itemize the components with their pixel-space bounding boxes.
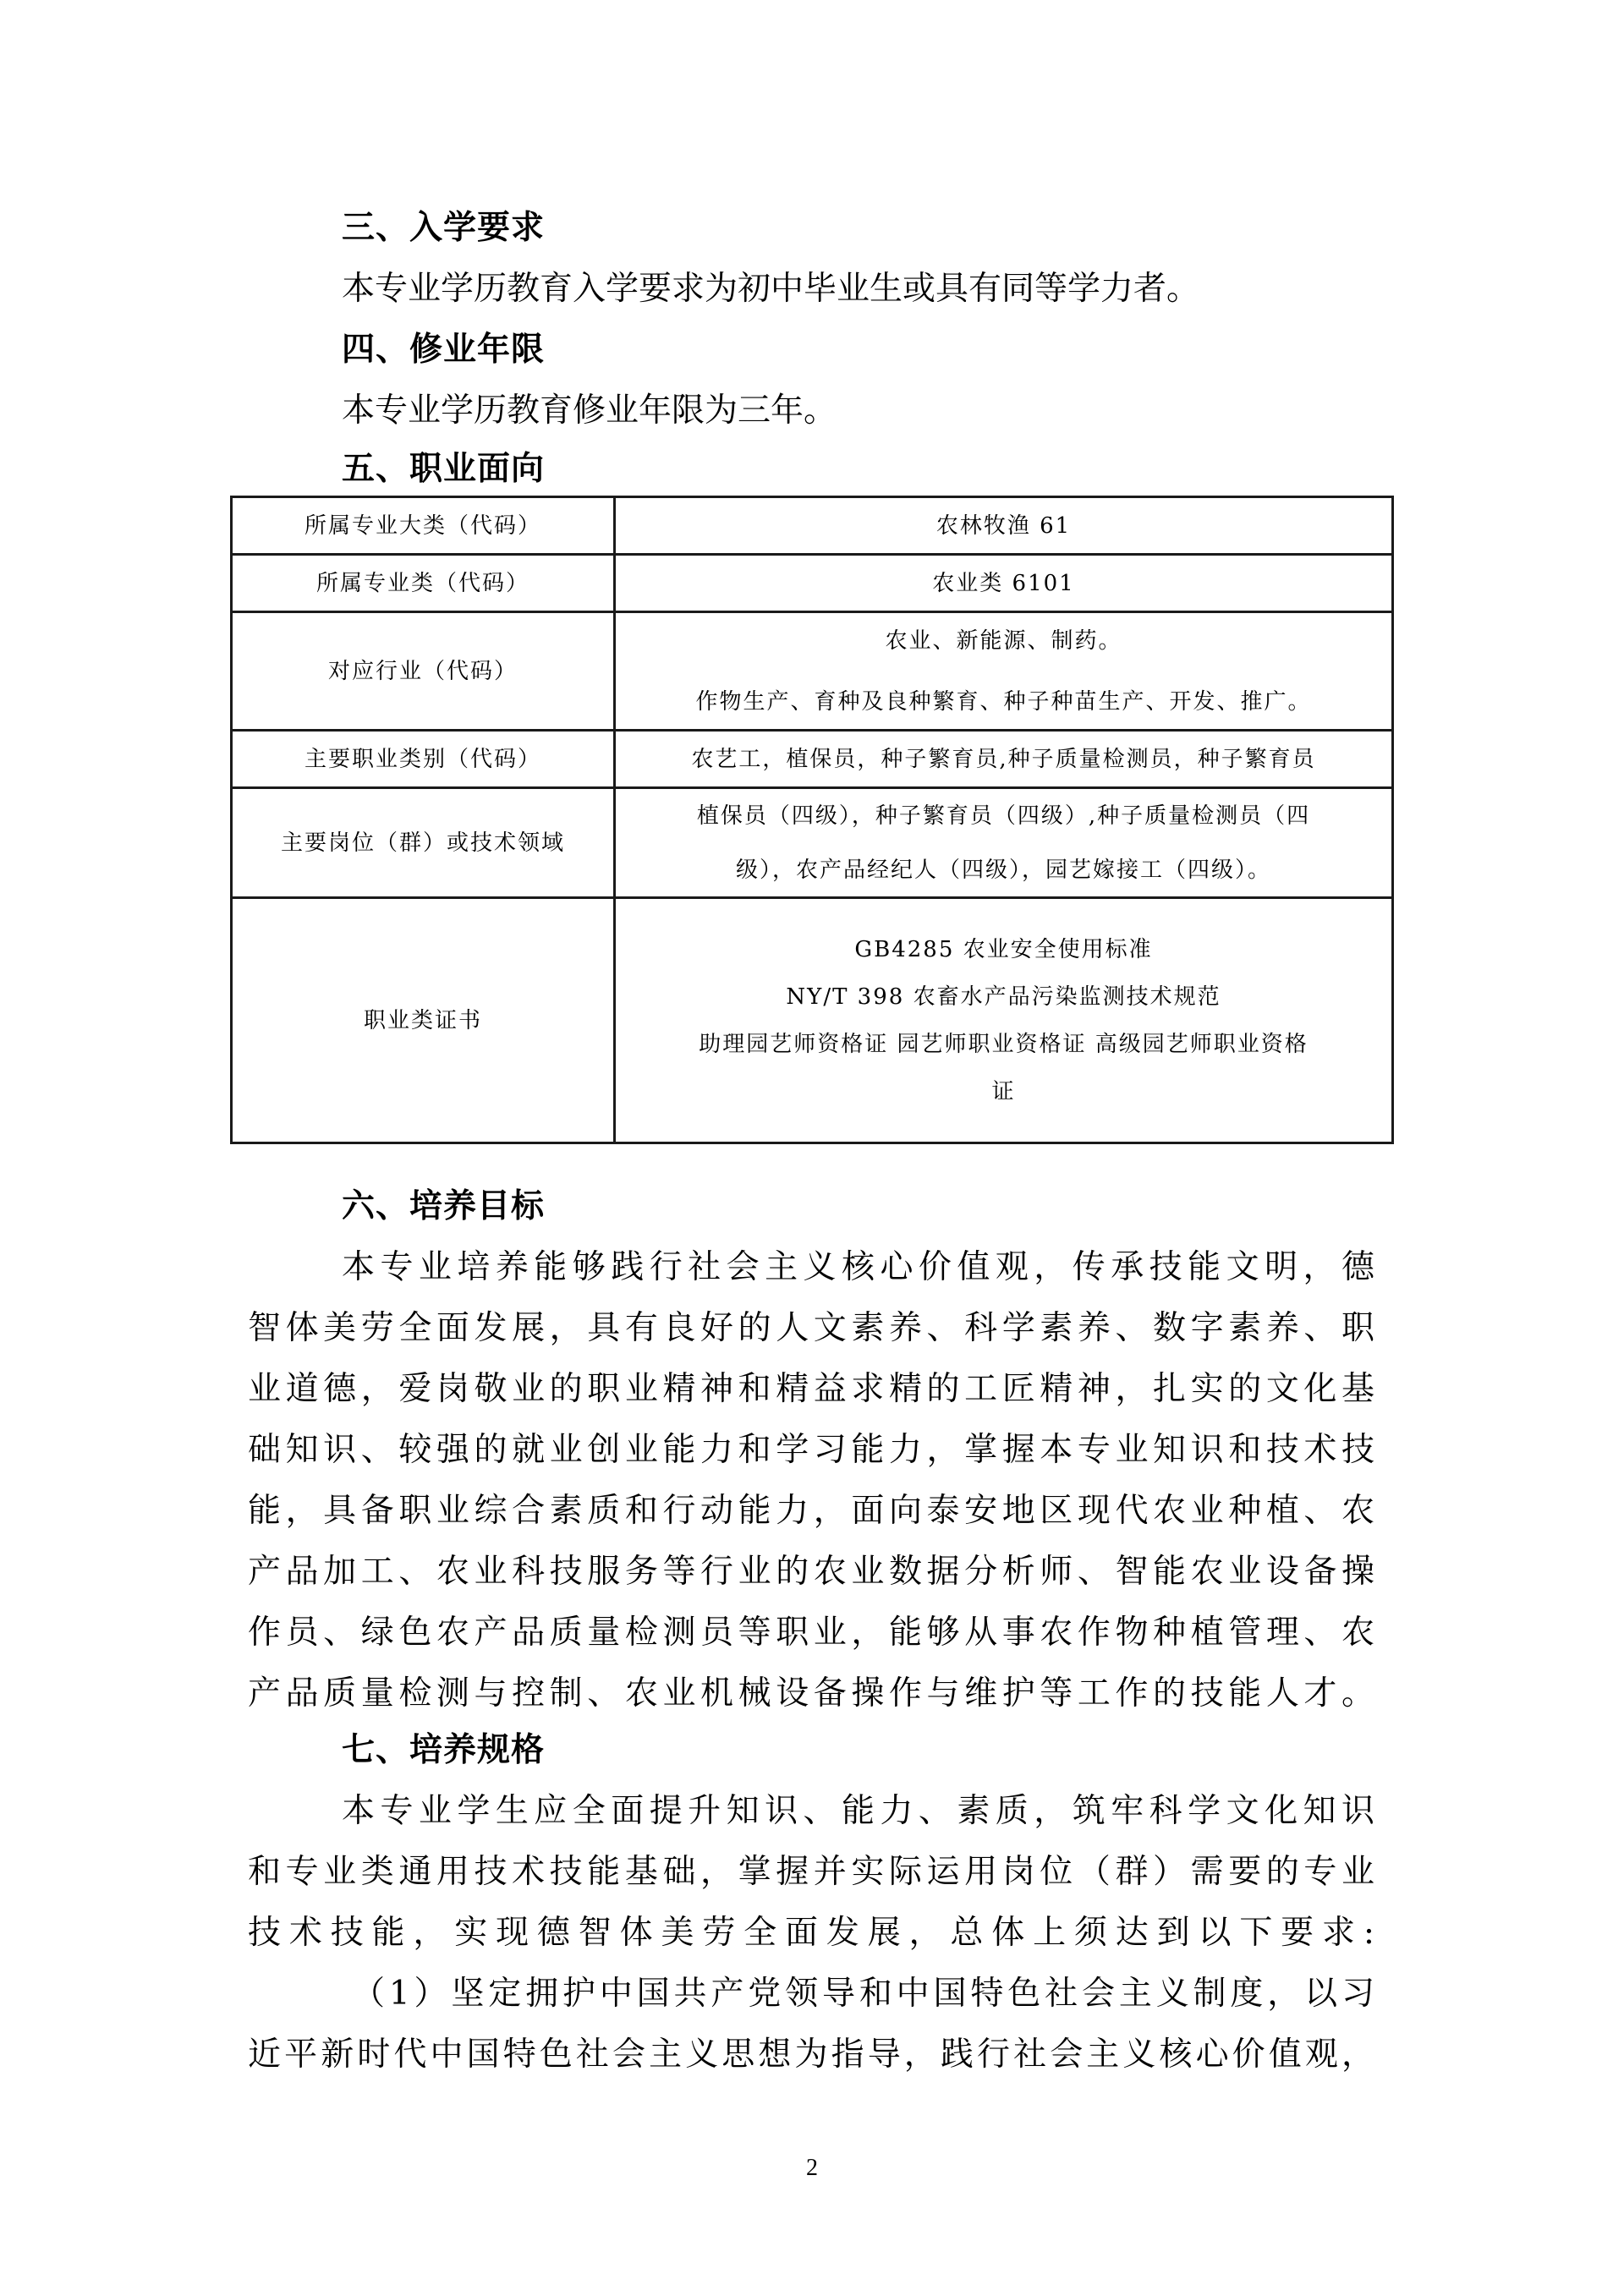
row-value [615, 731, 1393, 788]
table-row [232, 731, 1393, 788]
specs-line: 近平新时代中国特色社会主义思想为指导，践行社会主义核心价值观， [248, 2036, 1374, 2074]
table-row [232, 555, 1393, 612]
row-value [615, 788, 1393, 898]
goals-line: 础知识、较强的就业创业能力和学习能力，掌握本专业知识和技术技 [248, 1431, 1374, 1469]
row-key: 所属专业大类（代码） [232, 497, 615, 555]
career-table [230, 496, 1394, 1144]
row-value-line: 农业类 6101 [932, 570, 1075, 596]
row-value-line: NY/T 398 农畜水产品污染监测技术规范 [786, 984, 1221, 1010]
goals-line: 能，具备职业综合素质和行动能力，面向泰安地区现代农业种植、农 [248, 1492, 1374, 1530]
goals-line: 作员、绿色农产品质量检测员等职业，能够从事农作物种植管理、农 [248, 1614, 1374, 1652]
row-value-line: 植保员（四级），种子繁育员（四级）,种子质量检测员（四 [696, 803, 1311, 829]
goals-line: 业道德，爱岗敬业的职业精神和精益求精的工匠精神，扎实的文化基 [248, 1370, 1374, 1408]
row-value [615, 555, 1393, 612]
table-row [232, 788, 1393, 898]
goals-line: 本专业培养能够践行社会主义核心价值观，传承技能文明，德 [342, 1248, 1374, 1286]
row-value-line: 级），农产品经纪人（四级），园艺嫁接工（四级）。 [735, 857, 1271, 883]
page-number: 2 [806, 2155, 818, 2181]
goals-line: 产品加工、农业科技服务等行业的农业数据分析师、智能农业设备操 [248, 1553, 1374, 1591]
row-value [615, 612, 1393, 731]
row-key: 所属专业类（代码） [232, 555, 615, 612]
heading-career: 五、职业面向 [342, 450, 546, 488]
row-key: 对应行业（代码） [232, 612, 615, 731]
duration-text: 本专业学历教育修业年限为三年。 [342, 392, 837, 430]
specs-line: （1）坚定拥护中国共产党领导和中国特色社会主义制度，以习 [352, 1975, 1374, 2013]
row-value-line: 农艺工，植保员，种子繁育员,种子质量检测员，种子繁育员 [691, 746, 1316, 772]
row-key: 职业类证书 [232, 898, 615, 1143]
table-row [232, 898, 1393, 1143]
heading-specs: 七、培养规格 [342, 1731, 546, 1769]
row-value-line: 助理园艺师资格证 园艺师职业资格证 高级园艺师职业资格 [699, 1031, 1309, 1057]
row-value-line: 农林牧渔 61 [935, 512, 1072, 539]
row-key: 主要职业类别（代码） [232, 731, 615, 788]
heading-goals: 六、培养目标 [342, 1187, 546, 1225]
table-row [232, 612, 1393, 731]
heading-admission: 三、入学要求 [342, 209, 546, 247]
specs-line: 技术技能，实现德智体美劳全面发展，总体上须达到以下要求: [248, 1914, 1374, 1952]
row-value-line: 作物生产、育种及良种繁育、种子种苗生产、开发、推广。 [695, 688, 1312, 715]
goals-line: 产品质量检测与控制、农业机械设备操作与维护等工作的技能人才。 [248, 1674, 1374, 1712]
row-value-line: 农业、新能源、制药。 [885, 627, 1122, 654]
specs-line: 本专业学生应全面提升知识、能力、素质，筑牢科学文化知识 [342, 1792, 1374, 1830]
table-row [232, 497, 1393, 555]
row-value-line: GB4285 农业安全使用标准 [854, 936, 1153, 962]
row-value [615, 497, 1393, 555]
row-value [615, 898, 1393, 1143]
specs-line: 和专业类通用技术技能基础，掌握并实际运用岗位（群）需要的专业 [248, 1853, 1374, 1891]
row-key: 主要岗位（群）或技术领域 [232, 788, 615, 898]
heading-duration: 四、修业年限 [342, 331, 546, 369]
row-value-line: 证 [991, 1078, 1016, 1104]
admission-text: 本专业学历教育入学要求为初中毕业生或具有同等学力者。 [342, 270, 1200, 308]
goals-line: 智体美劳全面发展，具有良好的人文素养、科学素养、数字素养、职 [248, 1309, 1374, 1347]
